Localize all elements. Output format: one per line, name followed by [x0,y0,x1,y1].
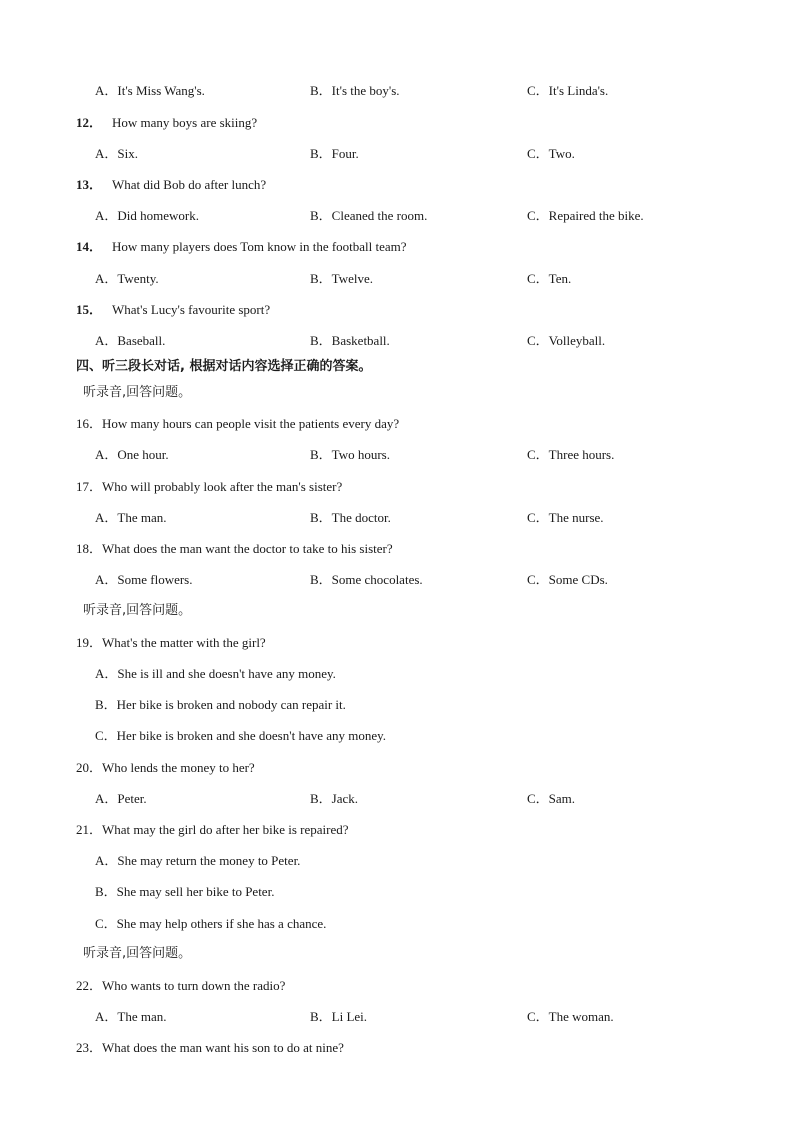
q15-option-b: B．Basketball. [310,333,390,348]
q14-option-b: B．Twelve. [310,271,373,286]
q12-text: How many boys are skiing? [112,115,258,130]
q12-option-a: A．Six. [95,146,138,161]
q12-question [76,115,257,131]
q16-option-b: B．Two hours. [310,447,390,462]
q13-question [76,177,266,193]
q15-text: What's Lucy's favourite sport? [112,302,271,317]
q11-option-a: A．It's Miss Wang's. [95,83,205,98]
q17-option-b: B．The doctor. [310,510,391,525]
q22-question: 22．Who wants to turn down the radio? [76,978,286,993]
q16-option-a: A．One hour. [95,447,169,462]
q17-option-c: C．The nurse. [527,510,604,525]
q19-option-c: C．Her bike is broken and she doesn't have any money. [95,728,387,743]
section-4-title: 四、听三段长对话, 根据对话内容选择正确的答案。 [76,359,372,374]
q23-question: 23．What does the man want his son to do at nine? [76,1040,344,1055]
q15-number: 15． [76,302,103,317]
q14-option-a: A．Twenty. [95,271,159,286]
q20-question: 20．Who lends the money to her? [76,760,255,775]
q14-option-c: C．Ten. [527,271,572,286]
q22-option-b: B．Li Lei. [310,1009,368,1024]
q18-option-a: A．Some flowers. [95,572,193,587]
q11-option-c: C．It's Linda's. [527,83,609,98]
q13-number: 13． [76,177,103,192]
q17-question: 17．Who will probably look after the man's sister? [76,479,343,494]
q16-option-c: C．Three hours. [527,447,615,462]
q12-option-c: C．Two. [527,146,575,161]
q20-option-b: B．Jack. [310,791,359,806]
q21-option-c: C．She may help others if she has a chance. [95,916,327,931]
q21-question: 21．What may the girl do after her bike is repaired? [76,822,349,837]
instruction-3: 听录音,回答问题。 [83,946,192,961]
q14-number: 14． [76,239,103,254]
q20-option-c: C．Sam. [527,791,576,806]
instruction-1: 听录音,回答问题。 [83,385,192,400]
q18-question: 18．What does the man want the doctor to take to his sister? [76,541,393,556]
q17-option-a: A．The man. [95,510,167,525]
q12-option-b: B．Four. [310,146,359,161]
instruction-2: 听录音,回答问题。 [83,603,192,618]
q18-option-b: B．Some chocolates. [310,572,423,587]
q15-option-c: C．Volleyball. [527,333,606,348]
q16-question: 16．How many hours can people visit the patients every day? [76,416,400,431]
q22-option-c: C．The woman. [527,1009,614,1024]
q18-option-c: C．Some CDs. [527,572,608,587]
q12-number: 12． [76,115,103,130]
q19-option-b: B．Her bike is broken and nobody can repair it. [95,697,346,712]
q21-option-a: A．She may return the money to Peter. [95,853,301,868]
q19-option-a: A．She is ill and she doesn't have any money. [95,666,336,681]
q11-option-b: B．It's the boy's. [310,83,400,98]
q14-question [76,239,407,255]
q13-option-a: A．Did homework. [95,208,199,223]
q13-text: What did Bob do after lunch? [112,177,267,192]
q15-question [76,302,270,318]
q13-option-b: B．Cleaned the room. [310,208,428,223]
q13-option-c: C．Repaired the bike. [527,208,644,223]
q19-question: 19．What's the matter with the girl? [76,635,266,650]
q21-option-b: B．She may sell her bike to Peter. [95,884,275,899]
q15-option-a: A．Baseball. [95,333,166,348]
q20-option-a: A．Peter. [95,791,147,806]
q22-option-a: A．The man. [95,1009,167,1024]
q14-text: How many players does Tom know in the football team? [112,239,407,254]
